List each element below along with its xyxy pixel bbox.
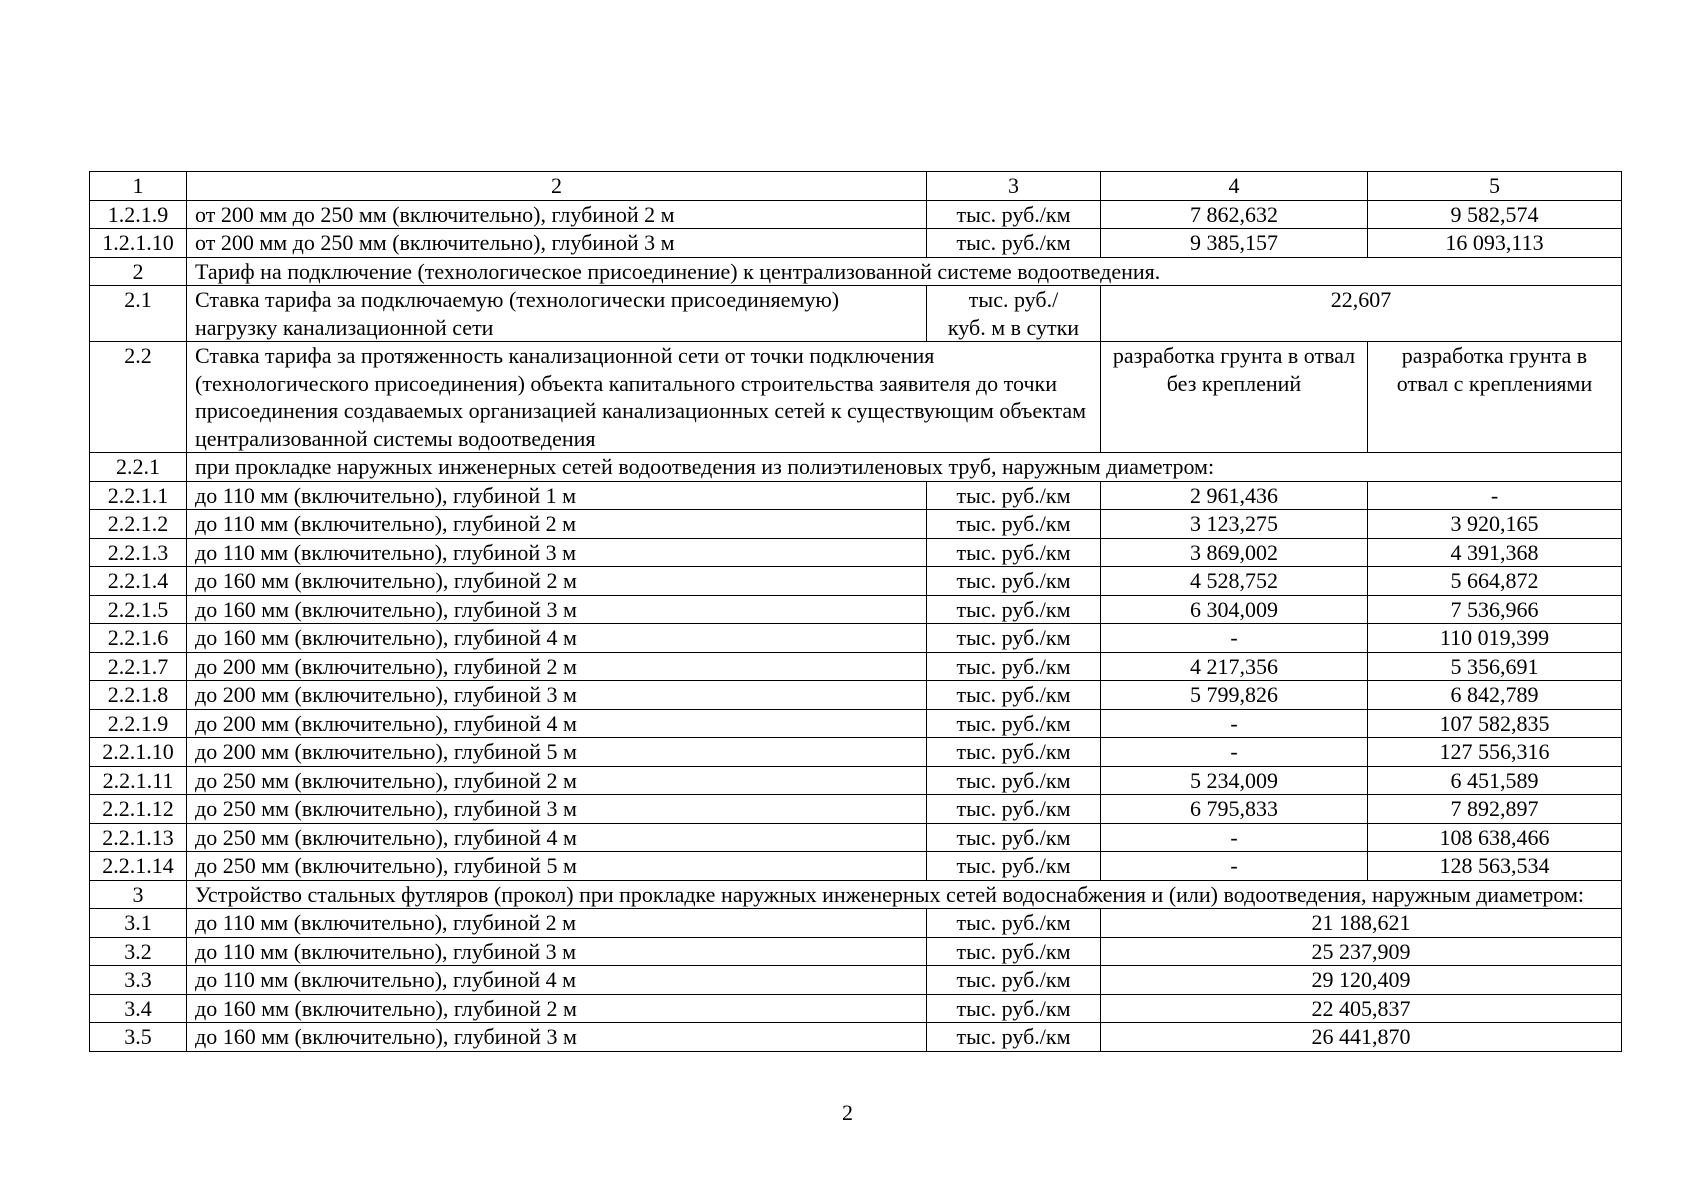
row-value-4: 3 123,275 <box>1101 510 1368 539</box>
header-col-5: 5 <box>1368 172 1622 201</box>
row-unit: тыс. руб./км <box>927 766 1101 795</box>
table-row <box>90 738 1622 767</box>
row-value-5: 4 391,368 <box>1368 538 1622 567</box>
table-row <box>90 229 1622 258</box>
row-value-4: 9 385,157 <box>1101 229 1368 258</box>
row-unit: тыс. руб./км <box>927 510 1101 539</box>
row-description: до 200 мм (включительно), глубиной 3 м <box>187 681 927 710</box>
row-number: 2.2.1.12 <box>90 795 187 824</box>
row-description: Ставка тарифа за протяженность канализационной сети от точки подключения (технологического присоединения) объекта капитального строительства заявителя до точки присоединения создаваемых организацией канализационных сетей к существующим объектам централизованной системы водоотведения <box>187 342 1101 453</box>
row-value-5: 3 920,165 <box>1368 510 1622 539</box>
section-title: Тариф на подключение (технологическое присоединение) к централизованной системе водоотведения. <box>187 257 1622 286</box>
table-row <box>90 823 1622 852</box>
header-col-2: 2 <box>187 172 927 201</box>
row-value-4: - <box>1101 823 1368 852</box>
row-number: 2.2.1.2 <box>90 510 187 539</box>
row-description: до 250 мм (включительно), глубиной 2 м <box>187 766 927 795</box>
table-row <box>90 652 1622 681</box>
row-description: Ставка тарифа за подключаемую (технологически присоединяемую) нагрузку канализационной сети <box>187 286 927 342</box>
row-description: до 110 мм (включительно), глубиной 3 м <box>187 538 927 567</box>
row-value-4: 6 304,009 <box>1101 595 1368 624</box>
row-description: от 200 мм до 250 мм (включительно), глубиной 3 м <box>187 229 927 258</box>
column-4-header: разработка грунта в отвал без креплений <box>1101 342 1368 453</box>
row-description: до 160 мм (включительно), глубиной 2 м <box>187 567 927 596</box>
row-value: 22 405,837 <box>1101 994 1622 1023</box>
row-value-5: 110 019,399 <box>1368 624 1622 653</box>
row-number: 1.2.1.10 <box>90 229 187 258</box>
row-number: 2.2.1.14 <box>90 852 187 881</box>
row-number: 3.2 <box>90 937 187 966</box>
row-unit: тыс. руб./км <box>927 481 1101 510</box>
row-value-5: 107 582,835 <box>1368 709 1622 738</box>
row-value-4: 6 795,833 <box>1101 795 1368 824</box>
row-number: 2 <box>90 257 187 286</box>
section-row-2 <box>90 257 1622 286</box>
row-value-5: 6 842,789 <box>1368 681 1622 710</box>
row-number: 3 <box>90 880 187 909</box>
row-value-4: - <box>1101 852 1368 881</box>
row-unit: тыс. руб./км <box>927 738 1101 767</box>
row-value-5: 16 093,113 <box>1368 229 1622 258</box>
header-col-1: 1 <box>90 172 187 201</box>
table-row-2-2 <box>90 342 1622 453</box>
header-row <box>90 172 1622 201</box>
row-number: 2.2 <box>90 342 187 453</box>
row-unit: тыс. руб./км <box>927 823 1101 852</box>
row-description: до 160 мм (включительно), глубиной 3 м <box>187 1023 927 1052</box>
tariff-table <box>89 171 1622 1052</box>
table-row <box>90 937 1622 966</box>
row-value-4: 3 869,002 <box>1101 538 1368 567</box>
row-description: до 110 мм (включительно), глубиной 1 м <box>187 481 927 510</box>
row-description: до 200 мм (включительно), глубиной 4 м <box>187 709 927 738</box>
table-row <box>90 852 1622 881</box>
table-row <box>90 909 1622 938</box>
row-description: до 110 мм (включительно), глубиной 2 м <box>187 510 927 539</box>
row-number: 3.1 <box>90 909 187 938</box>
row-value-4: 7 862,632 <box>1101 200 1368 229</box>
row-value-5: - <box>1368 481 1622 510</box>
header-col-3: 3 <box>927 172 1101 201</box>
table-row <box>90 994 1622 1023</box>
table-row <box>90 966 1622 995</box>
row-unit: тыс. руб./км <box>927 994 1101 1023</box>
row-number: 2.2.1.9 <box>90 709 187 738</box>
header-col-4: 4 <box>1101 172 1368 201</box>
row-value-5: 9 582,574 <box>1368 200 1622 229</box>
row-number: 2.2.1.4 <box>90 567 187 596</box>
unit-line-2: куб. м в сутки <box>947 314 1080 340</box>
row-value-4: - <box>1101 738 1368 767</box>
row-unit: тыс. руб./км <box>927 966 1101 995</box>
row-value: 25 237,909 <box>1101 937 1622 966</box>
row-description: до 160 мм (включительно), глубиной 4 м <box>187 624 927 653</box>
row-unit: тыс. руб./км <box>927 852 1101 881</box>
row-number: 3.3 <box>90 966 187 995</box>
subsection-title: при прокладке наружных инженерных сетей водоотведения из полиэтиленовых труб, наружным диаметром: <box>187 453 1622 482</box>
row-unit: тыс. руб./км <box>927 709 1101 738</box>
row-number: 2.2.1.7 <box>90 652 187 681</box>
row-description: до 250 мм (включительно), глубиной 4 м <box>187 823 927 852</box>
table-row <box>90 567 1622 596</box>
row-number: 2.2.1.11 <box>90 766 187 795</box>
row-value-4: 5 234,009 <box>1101 766 1368 795</box>
row-value-4: 2 961,436 <box>1101 481 1368 510</box>
subsection-row-2-2-1 <box>90 453 1622 482</box>
unit-line-1: тыс. руб./ <box>968 287 1059 312</box>
row-unit: тыс. руб./км <box>927 200 1101 229</box>
row-unit: тыс. руб./км <box>927 937 1101 966</box>
row-number: 2.2.1.6 <box>90 624 187 653</box>
row-value-5: 7 892,897 <box>1368 795 1622 824</box>
row-description: до 110 мм (включительно), глубиной 4 м <box>187 966 927 995</box>
row-number: 3.5 <box>90 1023 187 1052</box>
row-unit: тыс. руб./км <box>927 681 1101 710</box>
table-row-2-1 <box>90 286 1622 342</box>
section-title: Устройство стальных футляров (прокол) при прокладке наружных инженерных сетей водоснабжения и (или) водоотведения, наружным диаметром: <box>187 880 1622 909</box>
row-number: 1.2.1.9 <box>90 200 187 229</box>
column-5-header: разработка грунта в отвал с креплениями <box>1368 342 1622 453</box>
row-number: 3.4 <box>90 994 187 1023</box>
row-number: 2.2.1.13 <box>90 823 187 852</box>
row-number: 2.2.1 <box>90 453 187 482</box>
row-number: 2.2.1.5 <box>90 595 187 624</box>
row-value-5: 7 536,966 <box>1368 595 1622 624</box>
row-description: до 200 мм (включительно), глубиной 5 м <box>187 738 927 767</box>
page-number: 2 <box>842 1100 853 1125</box>
row-description: до 110 мм (включительно), глубиной 2 м <box>187 909 927 938</box>
row-description: до 200 мм (включительно), глубиной 2 м <box>187 652 927 681</box>
row-unit: тыс. руб./км <box>927 909 1101 938</box>
row-value: 26 441,870 <box>1101 1023 1622 1052</box>
row-unit: тыс. руб./км <box>927 229 1101 258</box>
row-unit: тыс. руб./км <box>927 624 1101 653</box>
table-row <box>90 200 1622 229</box>
row-description: до 160 мм (включительно), глубиной 2 м <box>187 994 927 1023</box>
section-row-3 <box>90 880 1622 909</box>
row-unit: тыс. руб./км <box>927 538 1101 567</box>
row-value-5: 6 451,589 <box>1368 766 1622 795</box>
row-description: от 200 мм до 250 мм (включительно), глубиной 2 м <box>187 200 927 229</box>
row-value-4: - <box>1101 709 1368 738</box>
row-unit: тыс. руб./км <box>927 595 1101 624</box>
row-number: 2.2.1.8 <box>90 681 187 710</box>
table-row <box>90 681 1622 710</box>
table-row <box>90 766 1622 795</box>
row-value-5: 108 638,466 <box>1368 823 1622 852</box>
row-number: 2.2.1.1 <box>90 481 187 510</box>
table-row <box>90 624 1622 653</box>
row-unit: тыс. руб./км <box>927 567 1101 596</box>
table-row <box>90 481 1622 510</box>
row-value-4: - <box>1101 624 1368 653</box>
table-row <box>90 709 1622 738</box>
row-value-5: 127 556,316 <box>1368 738 1622 767</box>
row-value-5: 5 664,872 <box>1368 567 1622 596</box>
row-description: до 250 мм (включительно), глубиной 3 м <box>187 795 927 824</box>
row-description: до 250 мм (включительно), глубиной 5 м <box>187 852 927 881</box>
row-description: до 110 мм (включительно), глубиной 3 м <box>187 937 927 966</box>
row-unit: тыс. руб./км <box>927 795 1101 824</box>
row-value-4: 4 217,356 <box>1101 652 1368 681</box>
row-unit <box>927 286 1101 342</box>
row-value: 22,607 <box>1101 286 1622 342</box>
row-number: 2.2.1.10 <box>90 738 187 767</box>
row-value-5: 128 563,534 <box>1368 852 1622 881</box>
row-value-4: 4 528,752 <box>1101 567 1368 596</box>
table-row <box>90 538 1622 567</box>
row-value-5: 5 356,691 <box>1368 652 1622 681</box>
row-unit: тыс. руб./км <box>927 1023 1101 1052</box>
table-row <box>90 510 1622 539</box>
row-value-4: 5 799,826 <box>1101 681 1368 710</box>
row-unit: тыс. руб./км <box>927 652 1101 681</box>
row-description: до 160 мм (включительно), глубиной 3 м <box>187 595 927 624</box>
table-row <box>90 1023 1622 1052</box>
row-value: 29 120,409 <box>1101 966 1622 995</box>
table-row <box>90 795 1622 824</box>
table-row <box>90 595 1622 624</box>
row-number: 2.2.1.3 <box>90 538 187 567</box>
row-number: 2.1 <box>90 286 187 342</box>
row-value: 21 188,621 <box>1101 909 1622 938</box>
